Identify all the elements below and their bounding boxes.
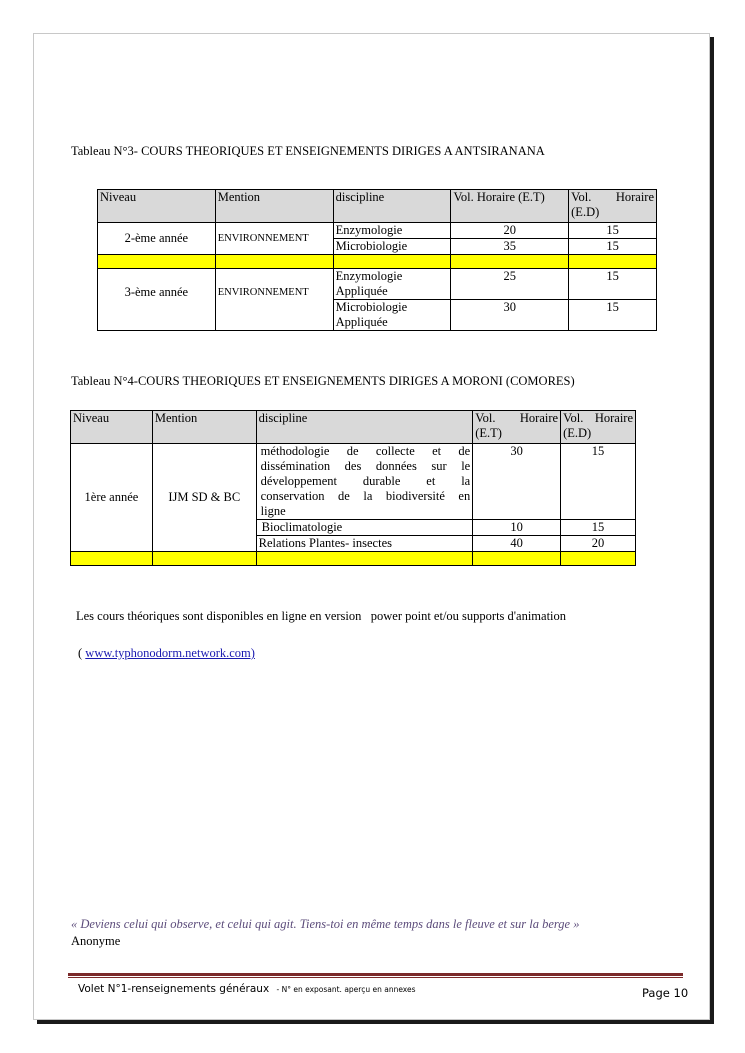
mention-cell: ENVIRONNEMENT <box>215 269 333 331</box>
vol-et-cell: 30 <box>451 300 569 331</box>
highlight-cell <box>215 255 333 269</box>
table3-caption: Tableau N°3- COURS THEORIQUES ET ENSEIGNEMENTS DIRIGES A ANTSIRANANA <box>71 144 545 158</box>
highlight-cell <box>98 255 216 269</box>
header-vol-ed-line2: (E.D) <box>563 426 592 440</box>
table4-header-row <box>71 411 636 444</box>
niveau-cell: 1ère année <box>71 444 153 552</box>
footer-rule <box>68 973 683 976</box>
footer-rule-thin <box>68 977 683 978</box>
discipline-line: développement durable et la <box>260 474 471 488</box>
page-number: Page 10 <box>642 986 689 1000</box>
highlight-cell <box>561 552 636 566</box>
discipline-line: conservation de la biodiversité en <box>260 489 471 503</box>
header-vol-ed-line2: (E.D) <box>571 205 600 219</box>
vol-et-cell: 10 <box>473 520 561 536</box>
discipline-line: ligne <box>260 504 286 518</box>
highlight-row <box>98 255 657 269</box>
footer-left <box>78 983 416 995</box>
vol-ed-cell: 15 <box>561 444 636 520</box>
highlight-cell <box>473 552 561 566</box>
vol-et-cell: 35 <box>451 239 569 255</box>
mention-cell: ENVIRONNEMENT <box>215 223 333 255</box>
niveau-cell: 3-ème année <box>98 269 216 331</box>
mention-cell: IJM SD & BC <box>152 444 256 552</box>
vol-ed-cell: 20 <box>561 536 636 552</box>
highlight-cell <box>256 552 473 566</box>
discipline-cell: Enzymologie <box>333 223 451 239</box>
footer-title: Volet N°1-renseignements généraux <box>78 983 270 995</box>
highlight-cell <box>451 255 569 269</box>
discipline-cell: Relations Plantes- insectes <box>256 536 473 552</box>
highlight-cell <box>152 552 256 566</box>
vol-et-cell: 40 <box>473 536 561 552</box>
discipline-line: Enzymologie <box>335 269 403 283</box>
header-vol-ed <box>561 411 636 444</box>
table3-header-row <box>98 190 657 223</box>
discipline-line: dissémination des données sur le <box>260 459 471 473</box>
vol-et-cell: 25 <box>451 269 569 300</box>
header-discipline: discipline <box>256 411 473 444</box>
niveau-cell: 2-ème année <box>98 223 216 255</box>
discipline-cell <box>333 300 451 331</box>
header-discipline: discipline <box>333 190 451 223</box>
discipline-line: Microbiologie <box>335 300 408 314</box>
vol-et-cell: 30 <box>473 444 561 520</box>
header-niveau: Niveau <box>98 190 216 223</box>
table3 <box>97 189 657 331</box>
header-vol-ed <box>569 190 657 223</box>
highlight-cell <box>333 255 451 269</box>
header-vol-ed-line1: Vol. Horaire <box>571 190 654 204</box>
vol-ed-cell: 15 <box>561 520 636 536</box>
discipline-cell <box>333 269 451 300</box>
vol-ed-cell: 15 <box>569 239 657 255</box>
link-line <box>78 646 255 661</box>
vol-ed-cell: 15 <box>569 223 657 239</box>
quote-author: Anonyme <box>71 934 121 948</box>
header-mention: Mention <box>215 190 333 223</box>
header-vol-et <box>473 411 561 444</box>
discipline-cell <box>256 444 473 520</box>
table4-caption: Tableau N°4-COURS THEORIQUES ET ENSEIGNEMENTS DIRIGES A MORONI (COMORES) <box>71 374 575 388</box>
footer-subtitle: - N° en exposant. aperçu en annexes <box>276 985 416 994</box>
table4 <box>70 410 636 566</box>
table-row <box>98 223 657 239</box>
highlight-cell <box>71 552 153 566</box>
highlight-row <box>71 552 636 566</box>
vol-ed-cell: 15 <box>569 300 657 331</box>
link-open-paren: ( <box>78 646 86 660</box>
courses-note: Les cours théoriques sont disponibles en ligne en version power point et/ou supports d'animation <box>76 609 567 623</box>
header-mention: Mention <box>152 411 256 444</box>
discipline-line: Appliquée <box>335 284 388 298</box>
highlight-cell <box>569 255 657 269</box>
vol-et-cell: 20 <box>451 223 569 239</box>
discipline-cell: Bioclimatologie <box>256 520 473 536</box>
vol-ed-cell: 15 <box>569 269 657 300</box>
website-link[interactable]: www.typhonodorm.network.com) <box>85 646 255 660</box>
table-row <box>98 269 657 300</box>
discipline-line: méthodologie de collecte et de <box>260 444 471 458</box>
discipline-cell: Microbiologie <box>333 239 451 255</box>
header-vol-et-line2: (E.T) <box>475 426 502 440</box>
header-niveau: Niveau <box>71 411 153 444</box>
header-vol-ed-line1: Vol. Horaire <box>563 411 633 425</box>
header-vol-et: Vol. Horaire (E.T) <box>451 190 569 223</box>
table-row <box>71 444 636 520</box>
discipline-line: Appliquée <box>335 315 388 329</box>
quote-text: « Deviens celui qui observe, et celui qui agit. Tiens-toi en même temps dans le fleuve et sur la berge » <box>71 917 580 931</box>
header-vol-et-line1: Vol. Horaire <box>475 411 559 425</box>
